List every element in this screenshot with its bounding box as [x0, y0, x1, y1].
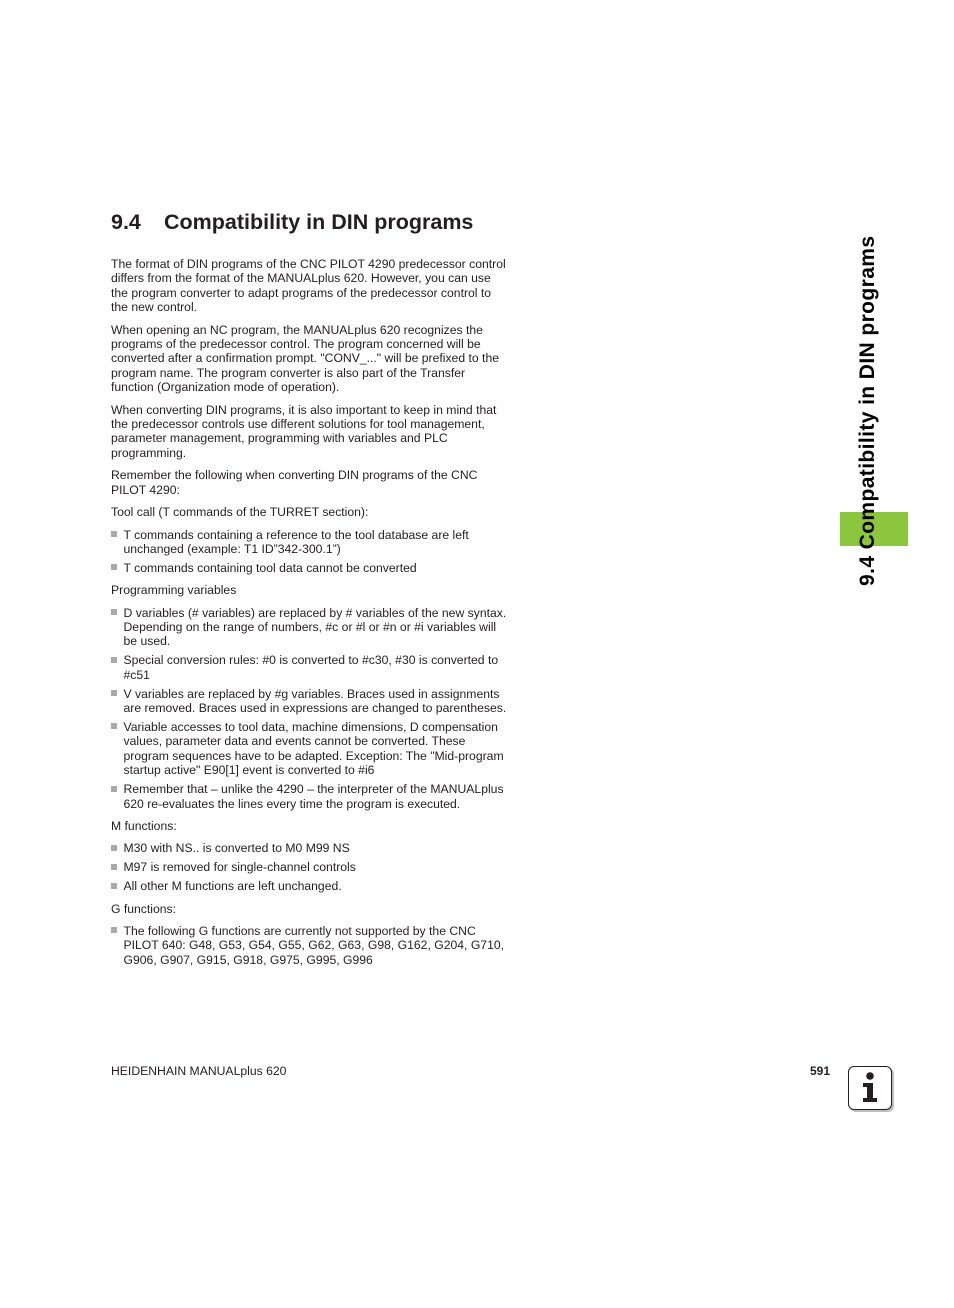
bullet-icon [111, 786, 117, 792]
page-number: 591 [809, 1064, 830, 1078]
list-item-text: Remember that – unlike the 4290 – the interpreter of the MANUALplus 620 re-evaluates the lines every time the program is executed. [123, 782, 504, 811]
opening-paragraph: When opening an NC program, the MANUALplus 620 recognizes the programs of the predecessor control. The program concerned will be converted after a confirmation prompt. "CONV_..." will be prefixed to the program name. The program converter is also part of the Transfer function (Organization mode of operation). [111, 322, 499, 395]
tool-call-list [111, 528, 511, 576]
bullet-icon [111, 864, 117, 870]
remember-paragraph: Remember the following when converting DIN programs of the CNC PILOT 4290: [111, 468, 478, 497]
info-icon [848, 1066, 892, 1110]
g-functions-heading: G functions: [111, 901, 177, 916]
list-item-text: D variables (# variables) are replaced by # variables of the new syntax. Depending on the range of numbers, #c or #l or #n or #i variables will be used. [123, 605, 507, 649]
page-title [111, 208, 473, 236]
programming-variables-heading: Programming variables [111, 583, 237, 598]
bullet-icon [111, 845, 117, 851]
list-item [111, 561, 511, 575]
section-title: Compatibility in DIN programs [164, 210, 474, 234]
converting-paragraph: When converting DIN programs, it is also important to keep in mind that the predecessor controls use different solutions for tool management, parameter management, programming with variables and PLC programming. [111, 402, 497, 460]
g-functions-list [111, 924, 511, 967]
bullet-icon [111, 883, 117, 889]
m-functions-heading: M functions: [111, 818, 177, 833]
side-tab-label: 9.4 Compatibility in DIN programs [856, 235, 879, 586]
m-functions-list [111, 841, 511, 893]
bullet-icon [111, 531, 117, 537]
list-item-text: M30 with NS.. is converted to M0 M99 NS [123, 841, 350, 856]
list-item-text: T commands containing a reference to the tool database are left unchanged (example: T1 ID”342-300.1”) [123, 527, 469, 556]
list-item [111, 841, 511, 855]
footer-manual-title: HEIDENHAIN MANUALplus 620 [111, 1064, 287, 1078]
list-item [111, 860, 511, 874]
list-item [111, 606, 511, 649]
tool-call-heading: Tool call (T commands of the TURRET section): [111, 505, 369, 520]
body-text [111, 257, 511, 975]
bullet-icon [111, 564, 117, 570]
list-item-text: Special conversion rules: #0 is converted to #c30, #30 is converted to #c51 [123, 653, 499, 682]
list-item [111, 528, 511, 557]
list-item-text: T commands containing tool data cannot be converted [123, 560, 417, 575]
bullet-icon [111, 723, 117, 729]
list-item-text: V variables are replaced by #g variables. Braces used in assignments are removed. Braces used in expressions are changed to parentheses. [123, 686, 507, 716]
intro-paragraph: The format of DIN programs of the CNC PILOT 4290 predecessor control differs from the format of the MANUALplus 620. However, you can use the program converter to adapt programs of the predecessor control to the new control. [111, 257, 506, 315]
side-tab [851, 214, 885, 586]
section-number: 9.4 [111, 210, 141, 234]
bullet-icon [111, 657, 117, 663]
list-item-text: M97 is removed for single-channel controls [123, 860, 356, 875]
bullet-icon [111, 609, 117, 615]
programming-variables-list [111, 606, 511, 811]
info-glyph-icon [849, 1067, 890, 1108]
list-item [111, 782, 511, 811]
list-item [111, 924, 511, 967]
list-item [111, 879, 511, 893]
list-item-text: The following G functions are currently not supported by the CNC PILOT 640: G48, G53, G54, G55, G62, G63, G98, G162, G204, G710, G906, G907, G915, G918, G975, G995, G996 [123, 923, 505, 967]
list-item [111, 720, 511, 778]
bullet-icon [111, 690, 117, 696]
list-item [111, 687, 511, 716]
list-item-text: All other M functions are left unchanged. [123, 879, 342, 894]
list-item-text: Variable accesses to tool data, machine dimensions, D compensation values, parameter data and events cannot be converted. These program sequences have to be adapted. Exception: The "Mid-program startup active" E90[1] event is converted to #i6 [123, 719, 504, 778]
bullet-icon [111, 927, 117, 933]
list-item [111, 653, 511, 682]
